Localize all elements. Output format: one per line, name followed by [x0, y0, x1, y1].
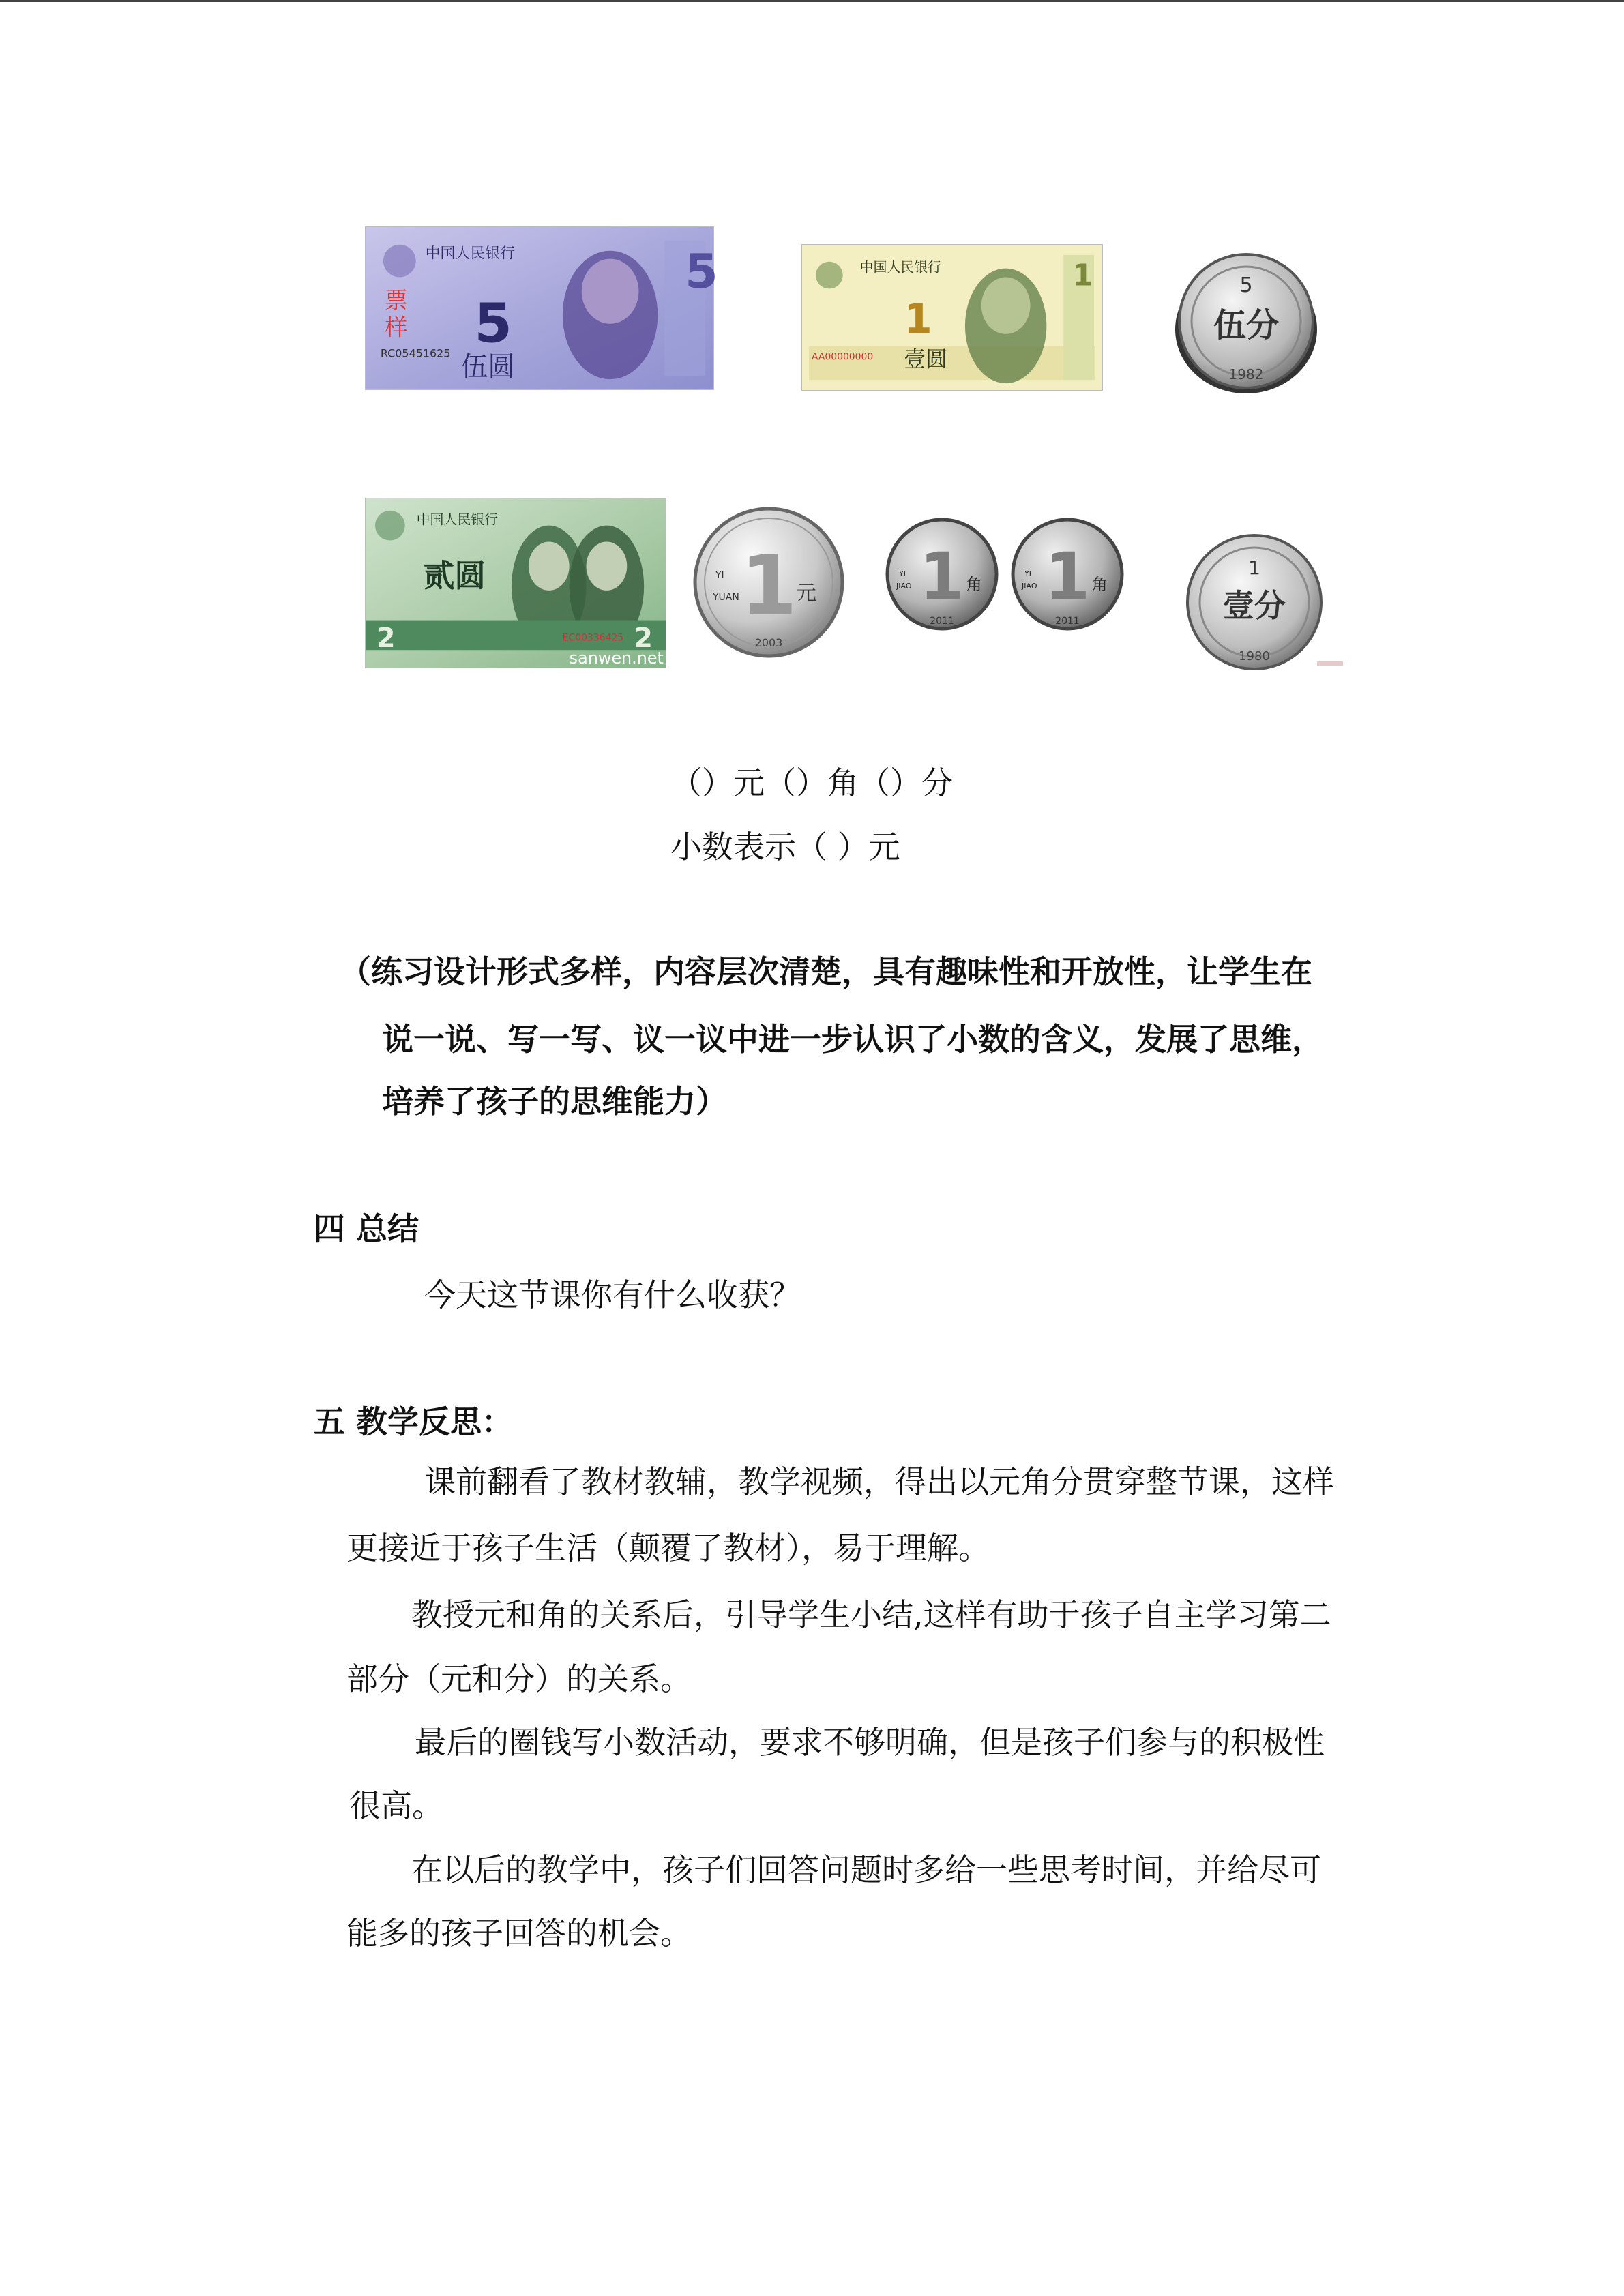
reflection-p2-line-1: 教授元和角的关系后，引导学生小结,这样有助于孩子自主学习第二 — [411, 1596, 1331, 1633]
coin1jiao-a-yi: YI — [899, 569, 906, 578]
two-yuan-banknote-image — [365, 498, 666, 668]
coin1jiao-b-latin: JIAO — [1022, 582, 1037, 591]
coin5fen-year: 1982 — [1228, 366, 1264, 383]
note5-bank-name: 中国人民银行 — [425, 245, 516, 263]
five-fen-coin-image — [1172, 251, 1320, 394]
note5-corner-denom: 5 — [685, 244, 718, 300]
coin1jiao-a-year: 2011 — [930, 616, 954, 627]
one-jiao-coin-image-b — [1011, 513, 1124, 635]
one-yuan-banknote-image — [801, 244, 1103, 391]
coin1jiao-b-number: 1 — [1044, 539, 1091, 615]
design-note-line-1: （练习设计形式多样，内容层次清楚，具有趣味性和开放性，让学生在 — [340, 953, 1312, 990]
note1-denomination: 1 — [904, 295, 932, 343]
note1-chars: 壹圆 — [904, 347, 948, 372]
reflection-p4-line-2: 能多的孩子回答的机会。 — [346, 1915, 692, 1952]
note2-denomination-right: 2 — [634, 623, 653, 655]
section-4-heading: 四 总结 — [314, 1210, 419, 1247]
coin1yuan-yi: YI — [715, 570, 724, 581]
note2-serial: EC00336425 — [562, 632, 624, 644]
reflection-p2-line-2: 部分（元和分）的关系。 — [346, 1660, 692, 1697]
reflection-p3-line-1: 最后的圈钱写小数活动，要求不够明确，但是孩子们参与的积极性 — [415, 1724, 1325, 1761]
coin1jiao-b-yi: YI — [1024, 569, 1031, 578]
note5-stamp-1: 票 — [384, 287, 408, 314]
design-note-line-3: 培养了孩子的思维能力） — [382, 1083, 727, 1120]
note5-stamp-2: 样 — [384, 314, 408, 341]
coin1jiao-a-unit: 角 — [966, 575, 982, 594]
design-note-line-2: 说一说、写一写、议一议中进一步认识了小数的含义，发展了思维， — [382, 1021, 1323, 1058]
coin5fen-label: 伍分 — [1213, 306, 1280, 344]
coin1jiao-a-number: 1 — [919, 539, 965, 615]
coin1yuan-year: 2003 — [754, 636, 783, 649]
reflection-p3-line-2: 很高。 — [349, 1787, 443, 1824]
coin1yuan-number: 1 — [740, 539, 797, 633]
note5-chars: 伍圆 — [460, 351, 516, 383]
one-fen-coin-image — [1183, 532, 1344, 675]
exercise-line-yuan-jiao-fen: （）元（）角（）分 — [670, 764, 953, 801]
reflection-p1-line-2: 更接近于孩子生活（颠覆了教材），易于理解。 — [346, 1530, 990, 1566]
note2-bank-name: 中国人民银行 — [416, 511, 499, 528]
coin1jiao-a-latin: JIAO — [896, 582, 912, 591]
coin5fen-number: 5 — [1239, 273, 1253, 297]
section-5-heading: 五 教学反思： — [314, 1403, 514, 1440]
coin1jiao-b-unit: 角 — [1091, 575, 1108, 594]
note1-corner-denom: 1 — [1072, 258, 1093, 293]
coin1fen-label: 壹分 — [1223, 587, 1286, 624]
one-yuan-coin-image — [692, 505, 846, 660]
page-top-border — [0, 0, 1624, 2]
note1-bank-name: 中国人民银行 — [859, 259, 942, 275]
coin1yuan-unit: 元 — [796, 582, 816, 606]
reflection-p1-line-1: 课前翻看了教材教辅，教学视频，得出以元角分贯穿整节课，这样 — [424, 1463, 1334, 1500]
note2-denomination-left: 2 — [376, 623, 396, 655]
exercise-line-decimal: 小数表示（ ）元 — [670, 829, 900, 865]
note2-watermark: sanwen.net — [569, 648, 664, 668]
note5-denomination: 5 — [474, 291, 512, 355]
coin1yuan-latin: YUAN — [713, 592, 739, 603]
reflection-p4-line-1: 在以后的教学中，孩子们回答问题时多给一些思考时间，并给尽可 — [411, 1851, 1321, 1888]
one-jiao-coin-image-a — [885, 513, 999, 635]
coin1fen-year: 1980 — [1239, 649, 1270, 664]
coin1jiao-b-year: 2011 — [1055, 616, 1080, 627]
five-yuan-banknote-image — [365, 226, 718, 390]
note2-chars: 贰圆 — [423, 558, 486, 594]
note5-serial: RC05451625 — [380, 346, 451, 360]
coin1fen-number: 1 — [1248, 556, 1260, 579]
section-4-text: 今天这节课你有什么收获？ — [424, 1277, 801, 1313]
note1-serial: AA00000000 — [811, 351, 874, 363]
